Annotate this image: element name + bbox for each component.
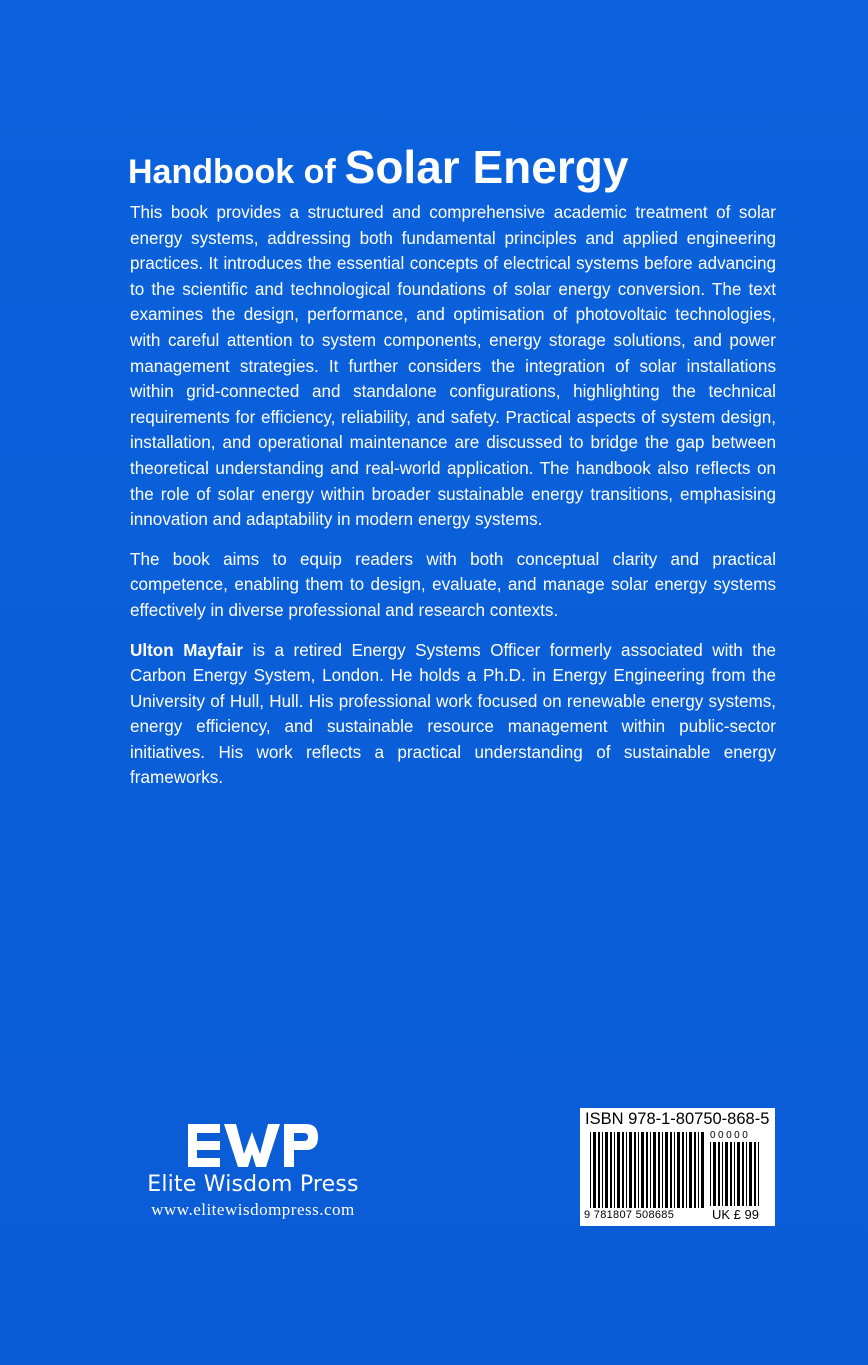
description-paragraph-2: The book aims to equip readers with both conceptual clarity and practical competence, enabling them to design, evaluate, and manage solar energy systems effectively in diverse professional and research contexts. <box>130 549 776 620</box>
publisher-name: Elite Wisdom Press <box>147 1172 359 1197</box>
publisher-block <box>130 1124 376 1220</box>
author-bio <box>130 638 776 792</box>
description-paragraph-1: This book provides a structured and comprehensive academic treatment of solar energy systems, addressing both fundamental principles and applied engineering practices. It introduces the essential concepts of electrical systems before advancing to the scientific and technological foundations of solar energy conversion. The text examines the design, performance, and optimisation of photovoltaic technologies, with careful attention to system components, energy storage solutions, and power management strategies. It further considers the integration of solar installations within grid-connected and standalone configurations, highlighting the technical requirements for efficiency, reliability, and safety. Practical aspects of system design, installation, and operational maintenance are discussed to bridge the gap between theoretical understanding and real-world application. The handbook also reflects on the role of solar energy within broader sustainable energy transitions, emphasising innovation and adaptability in modern energy systems. <box>130 203 776 530</box>
barcode-addon-digits: 00000 <box>710 1130 751 1141</box>
publisher-url[interactable]: www.elitewisdompress.com <box>151 1200 355 1219</box>
title-main: Solar Energy <box>344 141 629 193</box>
author-name: Ulton Mayfair <box>130 640 244 660</box>
price: UK £ 99 <box>712 1207 759 1222</box>
author-bio-text: is a retired Energy Systems Officer formerly associated with the Carbon Energy System, London. He holds a Ph.D. in Energy Engineering from the University of Hull, Hull. His professional work focused on renewable energy systems, energy efficiency, and sustainable resource management within public-sector initiatives. His work reflects a practical understanding of sustainable energy frameworks. <box>130 640 776 788</box>
blurb <box>130 200 776 805</box>
book-title <box>128 140 628 194</box>
title-prefix: Handbook of <box>128 153 336 191</box>
barcode-digits: 9 781807 508685 <box>584 1209 675 1221</box>
isbn-barcode <box>580 1108 775 1226</box>
publisher-logo <box>188 1124 318 1168</box>
isbn-number: ISBN 978-1-80750-868-5 <box>585 1110 770 1128</box>
